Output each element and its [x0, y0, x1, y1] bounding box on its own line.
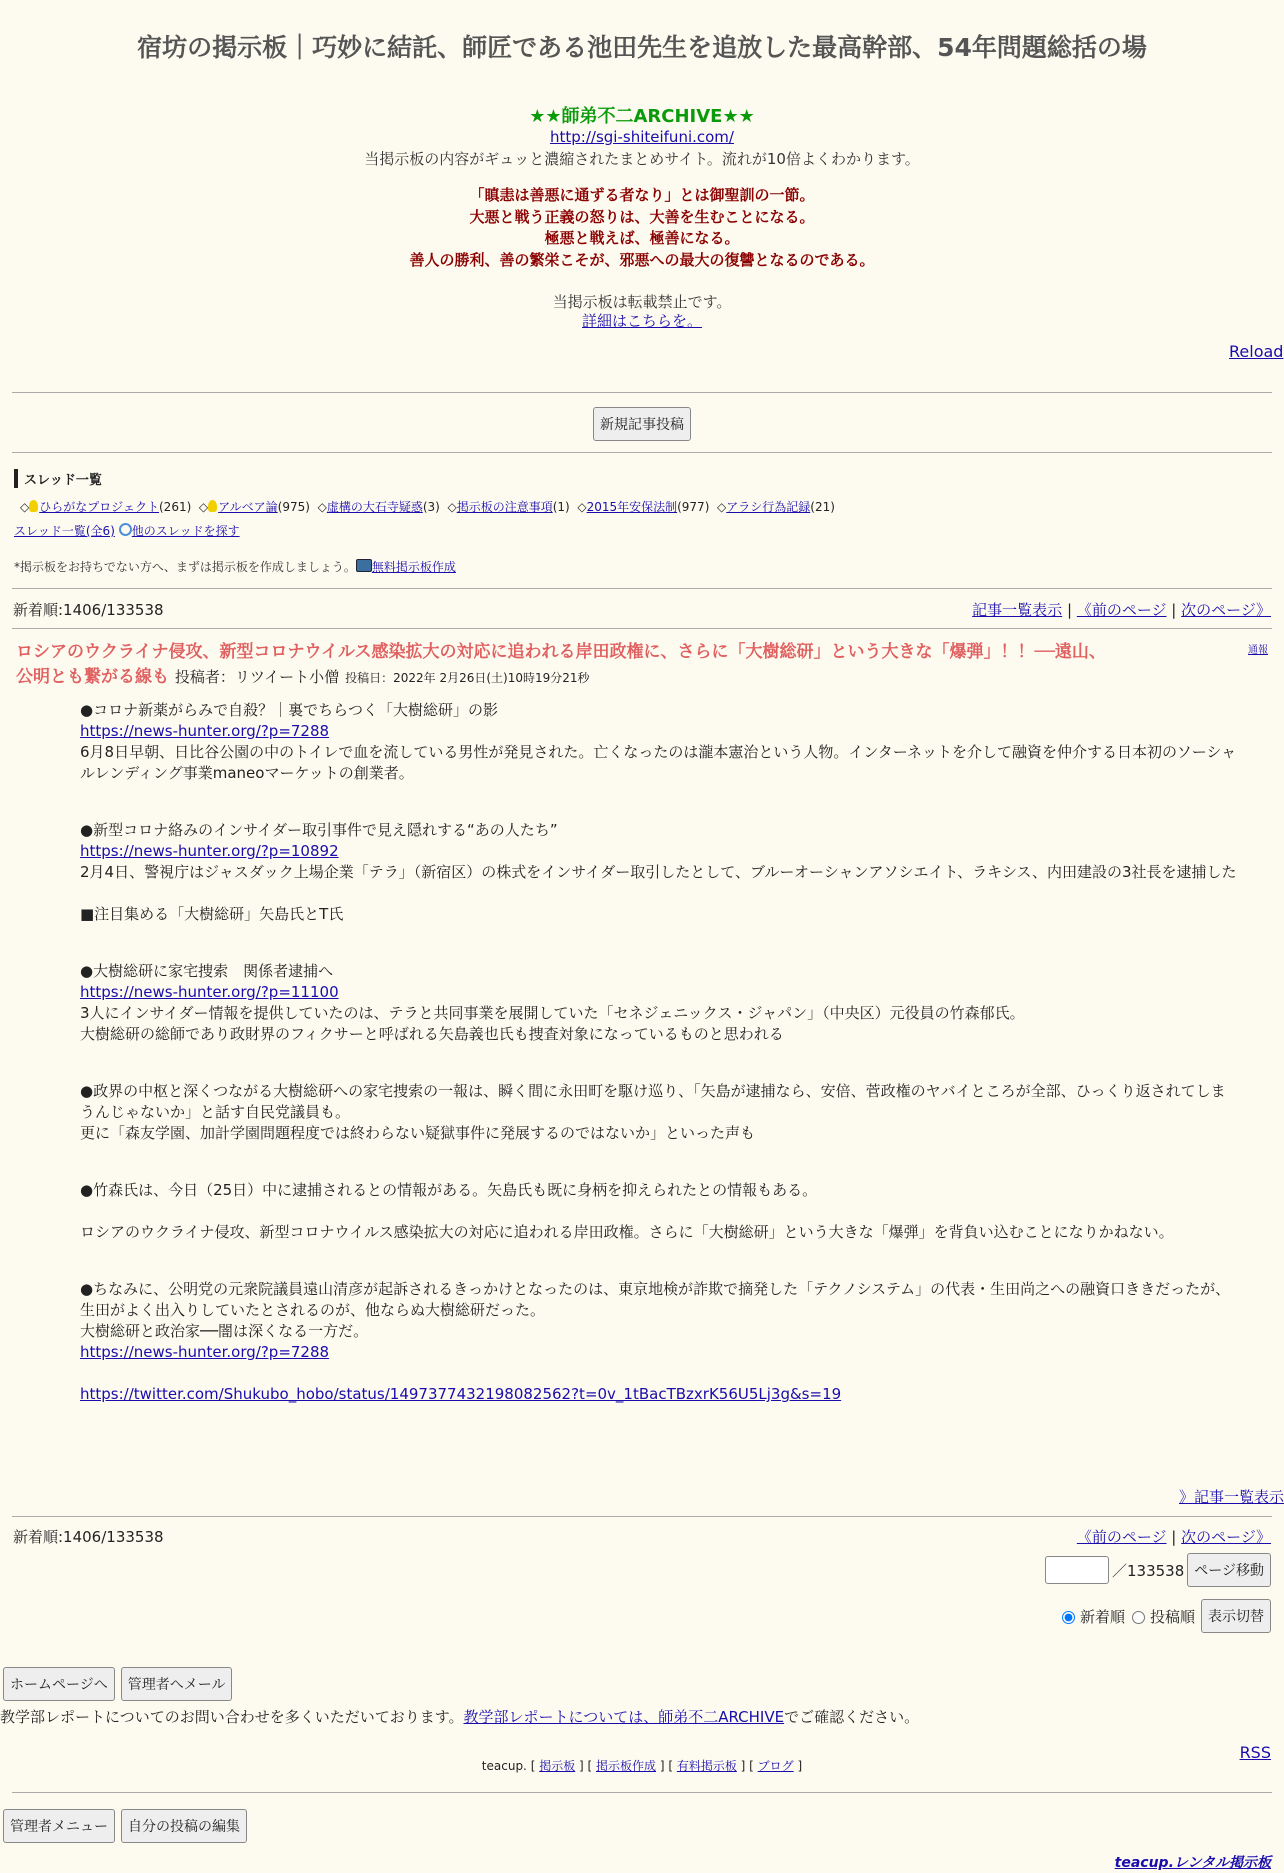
thread-links-row	[14, 522, 240, 539]
order-post-radio[interactable]	[1132, 1611, 1145, 1624]
footer-link[interactable]: ブログ	[757, 1759, 794, 1773]
separator: |	[1171, 601, 1177, 619]
post-paragraph: 2月4日、警視庁はジャスダック上場企業「テラ」（新宿区）の株式をインサイダー取引したとして、ブルーオーシャンアソシエイト、ラキシス、内田建設の3社長を逮捕した	[80, 863, 1237, 881]
page-title: 宿坊の掲示板｜巧妙に結託、師匠である池田先生を追放した最高幹部、54年問題総括の場	[137, 33, 1147, 62]
admin-buttons	[3, 1809, 247, 1843]
post-paragraph: ●政界の中枢と深くつながる大樹総研への家宅捜索の一報は、瞬く間に永田町を駆け巡り、「矢島が逮捕なら、安倍、菅政権のヤバイところが全部、ひっくり返されてしまうんじゃないか」と話す自民党議員も。	[80, 1082, 1226, 1121]
order-new-radio[interactable]	[1062, 1611, 1075, 1624]
thread-list: ◇ ひらがなプロジェクト(261) ◇ アルベア論(975) ◇虚構の大石寺疑惑(3) ◇掲示板の注意事項(1) ◇2015年安保法制(977) ◇アラシ行為記録(21)	[20, 500, 835, 514]
thread-count: (21)	[810, 500, 835, 514]
inquiry-text: 教学部レポートについてのお問い合わせを多くいただいております。	[0, 1708, 464, 1726]
post-author: 投稿者：リツイート小僧	[174, 668, 340, 686]
teacup-links: teacup. [ 掲示板 ] [ 掲示板作成 ] [ 有料掲示板 ] [ ブログ ]	[481, 1759, 803, 1773]
create-board-row	[14, 558, 456, 575]
thread-link[interactable]: アラシ行為記録	[726, 500, 811, 514]
post-paragraph: ●新型コロナ絡みのインサイダー取引事件で見え隠れする“あの人たち”	[80, 821, 558, 839]
thread-link[interactable]: アルベア論	[218, 500, 278, 514]
divider	[12, 392, 1272, 393]
inquiry-note	[0, 1706, 919, 1727]
teacup-brand-link[interactable]: teacup.レンタル掲示板	[1114, 1855, 1271, 1871]
separator: |	[1066, 601, 1073, 619]
create-board-note: *掲示板をお持ちでない方へ、まずは掲示板を作成しましょう。	[14, 560, 356, 574]
post-link[interactable]: https://twitter.com/Shukubo_hobo/status/1497377432198082562?t=0v_1tBacTBzxrK56U5Lj3g&s=19	[80, 1385, 842, 1403]
post-paragraph: 3人にインサイダー情報を提供していたのは、テラと共同事業を展開していた「セネジェニックス・ジャパン」（中央区）元役員の竹森郁氏。	[80, 1004, 1025, 1022]
notice-text: 当掲示板は転載禁止です。	[552, 293, 732, 311]
post-count-bottom: 新着順:1406/133538	[13, 1528, 164, 1546]
post-paragraph: 大樹総研の総師であり政財界のフィクサーと呼ばれる矢島義也氏も捜査対象になっているものと思われる	[80, 1025, 784, 1043]
quote-line: 善人の勝利、善の繁栄こそが、邪悪への最大の復讐となるのである。	[409, 250, 875, 269]
repost-notice	[0, 293, 1284, 331]
post-subject	[16, 640, 1206, 691]
post-paragraph: ■注目集める「大樹総研」矢島氏とT氏	[80, 905, 344, 923]
quote-line: 極悪と戦えば、極善になる。	[544, 229, 740, 247]
post-date: 投稿日：2022年 2月26日(土)10時19分21秒	[345, 671, 590, 685]
thread-link[interactable]: 掲示板の注意事項	[456, 500, 553, 514]
thread-list-heading: スレッド一覧	[14, 469, 102, 488]
next-page-link[interactable]: 次のページ》	[1181, 1528, 1271, 1546]
thread-link[interactable]: 虚構の大石寺疑惑	[326, 500, 423, 514]
post-paragraph: ロシアのウクライナ侵攻、新型コロナウイルス感染拡大の対応に追われる岸田政権。さらに「大樹総研」という大きな「爆弾」を背負い込むことになりかねない。	[80, 1223, 1174, 1241]
thread-count: (977)	[677, 500, 710, 514]
post-body	[80, 700, 1240, 1405]
post-paragraph: ●竹森氏は、今日（25日）中に逮捕されるとの情報がある。矢島氏も既に身柄を抑えられたとの情報もある。	[80, 1181, 818, 1199]
header	[0, 0, 1284, 331]
order-new-label: 新着順	[1079, 1607, 1125, 1626]
inquiry-link[interactable]: 教学部レポートについては、師弟不二ARCHIVE	[463, 1708, 785, 1726]
post-paragraph: ●ちなみに、公明党の元衆院議員遠山清彦が起訴されるきっかけとなったのは、東京地検が詐欺で摘発した「テクノシステム」の代表・生田尚之への融資口ききだったが、生田がよく出入りしていたとされるのが、他ならぬ大樹総研だった。	[80, 1280, 1231, 1319]
teacup-label: teacup.	[481, 1759, 527, 1773]
page-nav-top	[972, 599, 1271, 620]
divider	[12, 1516, 1272, 1517]
page-jump	[1045, 1553, 1271, 1587]
thread-count: (1)	[552, 500, 570, 514]
article-list-link[interactable]: 記事一覧表示	[972, 601, 1063, 619]
order-post-label: 投稿順	[1149, 1607, 1195, 1626]
tv-icon	[356, 559, 372, 572]
report-link[interactable]: 通報	[1248, 645, 1268, 656]
archive-title: ★★師弟不二ARCHIVE★★	[529, 106, 755, 127]
create-board-link[interactable]: 無料掲示板作成	[371, 560, 456, 574]
bulb-icon	[208, 500, 217, 512]
notice-detail-link[interactable]: 詳細はこちらを。	[581, 312, 702, 330]
page-number-input[interactable]	[1045, 1556, 1109, 1584]
search-threads-link[interactable]: 他のスレッドを探す	[131, 524, 240, 538]
order-toggle	[1057, 1599, 1271, 1633]
divider	[12, 628, 1272, 629]
quote-line: 「瞋恚は善悪に通ずる者なり」とは御聖訓の一節。	[469, 186, 815, 204]
archive-description: 当掲示板の内容がギュッと濃縮されたまとめサイト。流れが10倍よくわかります。	[364, 150, 920, 168]
post-link[interactable]: https://news-hunter.org/?p=7288	[80, 1343, 330, 1361]
rss-link[interactable]: RSS	[1239, 1743, 1271, 1762]
thread-count: (261)	[159, 500, 192, 514]
all-threads-link[interactable]: スレッド一覧(全6)	[14, 524, 115, 538]
reload-link[interactable]: Reload	[1229, 342, 1284, 361]
page-total: ／133538	[1112, 1561, 1185, 1580]
thread-count: (975)	[277, 500, 310, 514]
footer-buttons	[3, 1667, 232, 1701]
page-move-button[interactable]: ページ移動	[1187, 1553, 1271, 1587]
subject-line: ロシアのウクライナ侵攻、新型コロナウイルス感染拡大の対応に追われる岸田政権に、さらに「大樹総研」という大きな「爆弾」！！──遠山、	[16, 642, 1106, 662]
thread-link[interactable]: 2015年安保法制	[586, 500, 678, 514]
toggle-display-button[interactable]: 表示切替	[1201, 1599, 1271, 1633]
quote-line: 大悪と戦う正義の怒りは、大善を生むことになる。	[469, 207, 815, 226]
mail-admin-button[interactable]: 管理者へメール	[121, 1667, 233, 1701]
edit-own-post-button[interactable]: 自分の投稿の編集	[121, 1809, 247, 1843]
post-count: 新着順:1406/133538	[13, 601, 164, 619]
thread-count: (3)	[422, 500, 440, 514]
thread-link[interactable]: ひらがなプロジェクト	[39, 500, 159, 514]
admin-menu-button[interactable]: 管理者メニュー	[3, 1809, 115, 1843]
prev-page-link[interactable]: 《前のページ	[1076, 1528, 1167, 1546]
footer-link[interactable]: 掲示板作成	[596, 1759, 657, 1773]
post-paragraph: 大樹総研と政治家──闇は深くなる一方だ。	[80, 1322, 369, 1340]
divider	[12, 1792, 1272, 1793]
divider	[12, 452, 1272, 453]
bulb-icon	[29, 500, 38, 512]
quote-block	[0, 185, 1284, 271]
subject-line: 公明とも繋がる線も	[16, 667, 169, 687]
divider	[12, 588, 1272, 589]
post-paragraph: 更に「森友学園、加計学園問題程度では終わらない疑獄事件に発展するのではないか」といった声も	[80, 1124, 756, 1142]
search-icon	[119, 523, 132, 536]
post-link[interactable]: https://news-hunter.org/?p=7288	[80, 722, 330, 740]
post-link[interactable]: https://news-hunter.org/?p=11100	[80, 983, 339, 1001]
post-paragraph: ●コロナ新薬がらみで自殺？｜裏でちらつく「大樹総研」の影	[80, 701, 498, 719]
new-post-button[interactable]: 新規記事投稿	[593, 407, 691, 441]
next-page-link[interactable]: 次のページ》	[1181, 601, 1271, 619]
post-link[interactable]: https://news-hunter.org/?p=10892	[80, 842, 339, 860]
post-paragraph: ●大樹総研に家宅捜索 関係者逮捕へ	[80, 962, 334, 980]
article-list-link-bottom[interactable]: 》記事一覧表示	[1178, 1488, 1284, 1506]
archive-link[interactable]: http://sgi-shiteifuni.com/	[550, 128, 734, 146]
prev-page-link[interactable]: 《前のページ	[1076, 601, 1167, 619]
home-button[interactable]: ホームページへ	[3, 1667, 115, 1701]
post-paragraph: 6月8日早朝、日比谷公園の中のトイレで血を流している男性が発見された。亡くなったのは瀧本憲治という人物。インターネットを介して融資を仲介する日本初のソーシャルレンディング事業maneoマーケットの創業者。	[80, 743, 1237, 782]
separator: |	[1171, 1528, 1177, 1546]
footer-link[interactable]: 有料掲示板	[676, 1759, 737, 1773]
inquiry-text: でご確認ください。	[784, 1708, 920, 1726]
footer-link[interactable]: 掲示板	[539, 1759, 576, 1773]
page-nav-bottom	[1077, 1526, 1271, 1547]
